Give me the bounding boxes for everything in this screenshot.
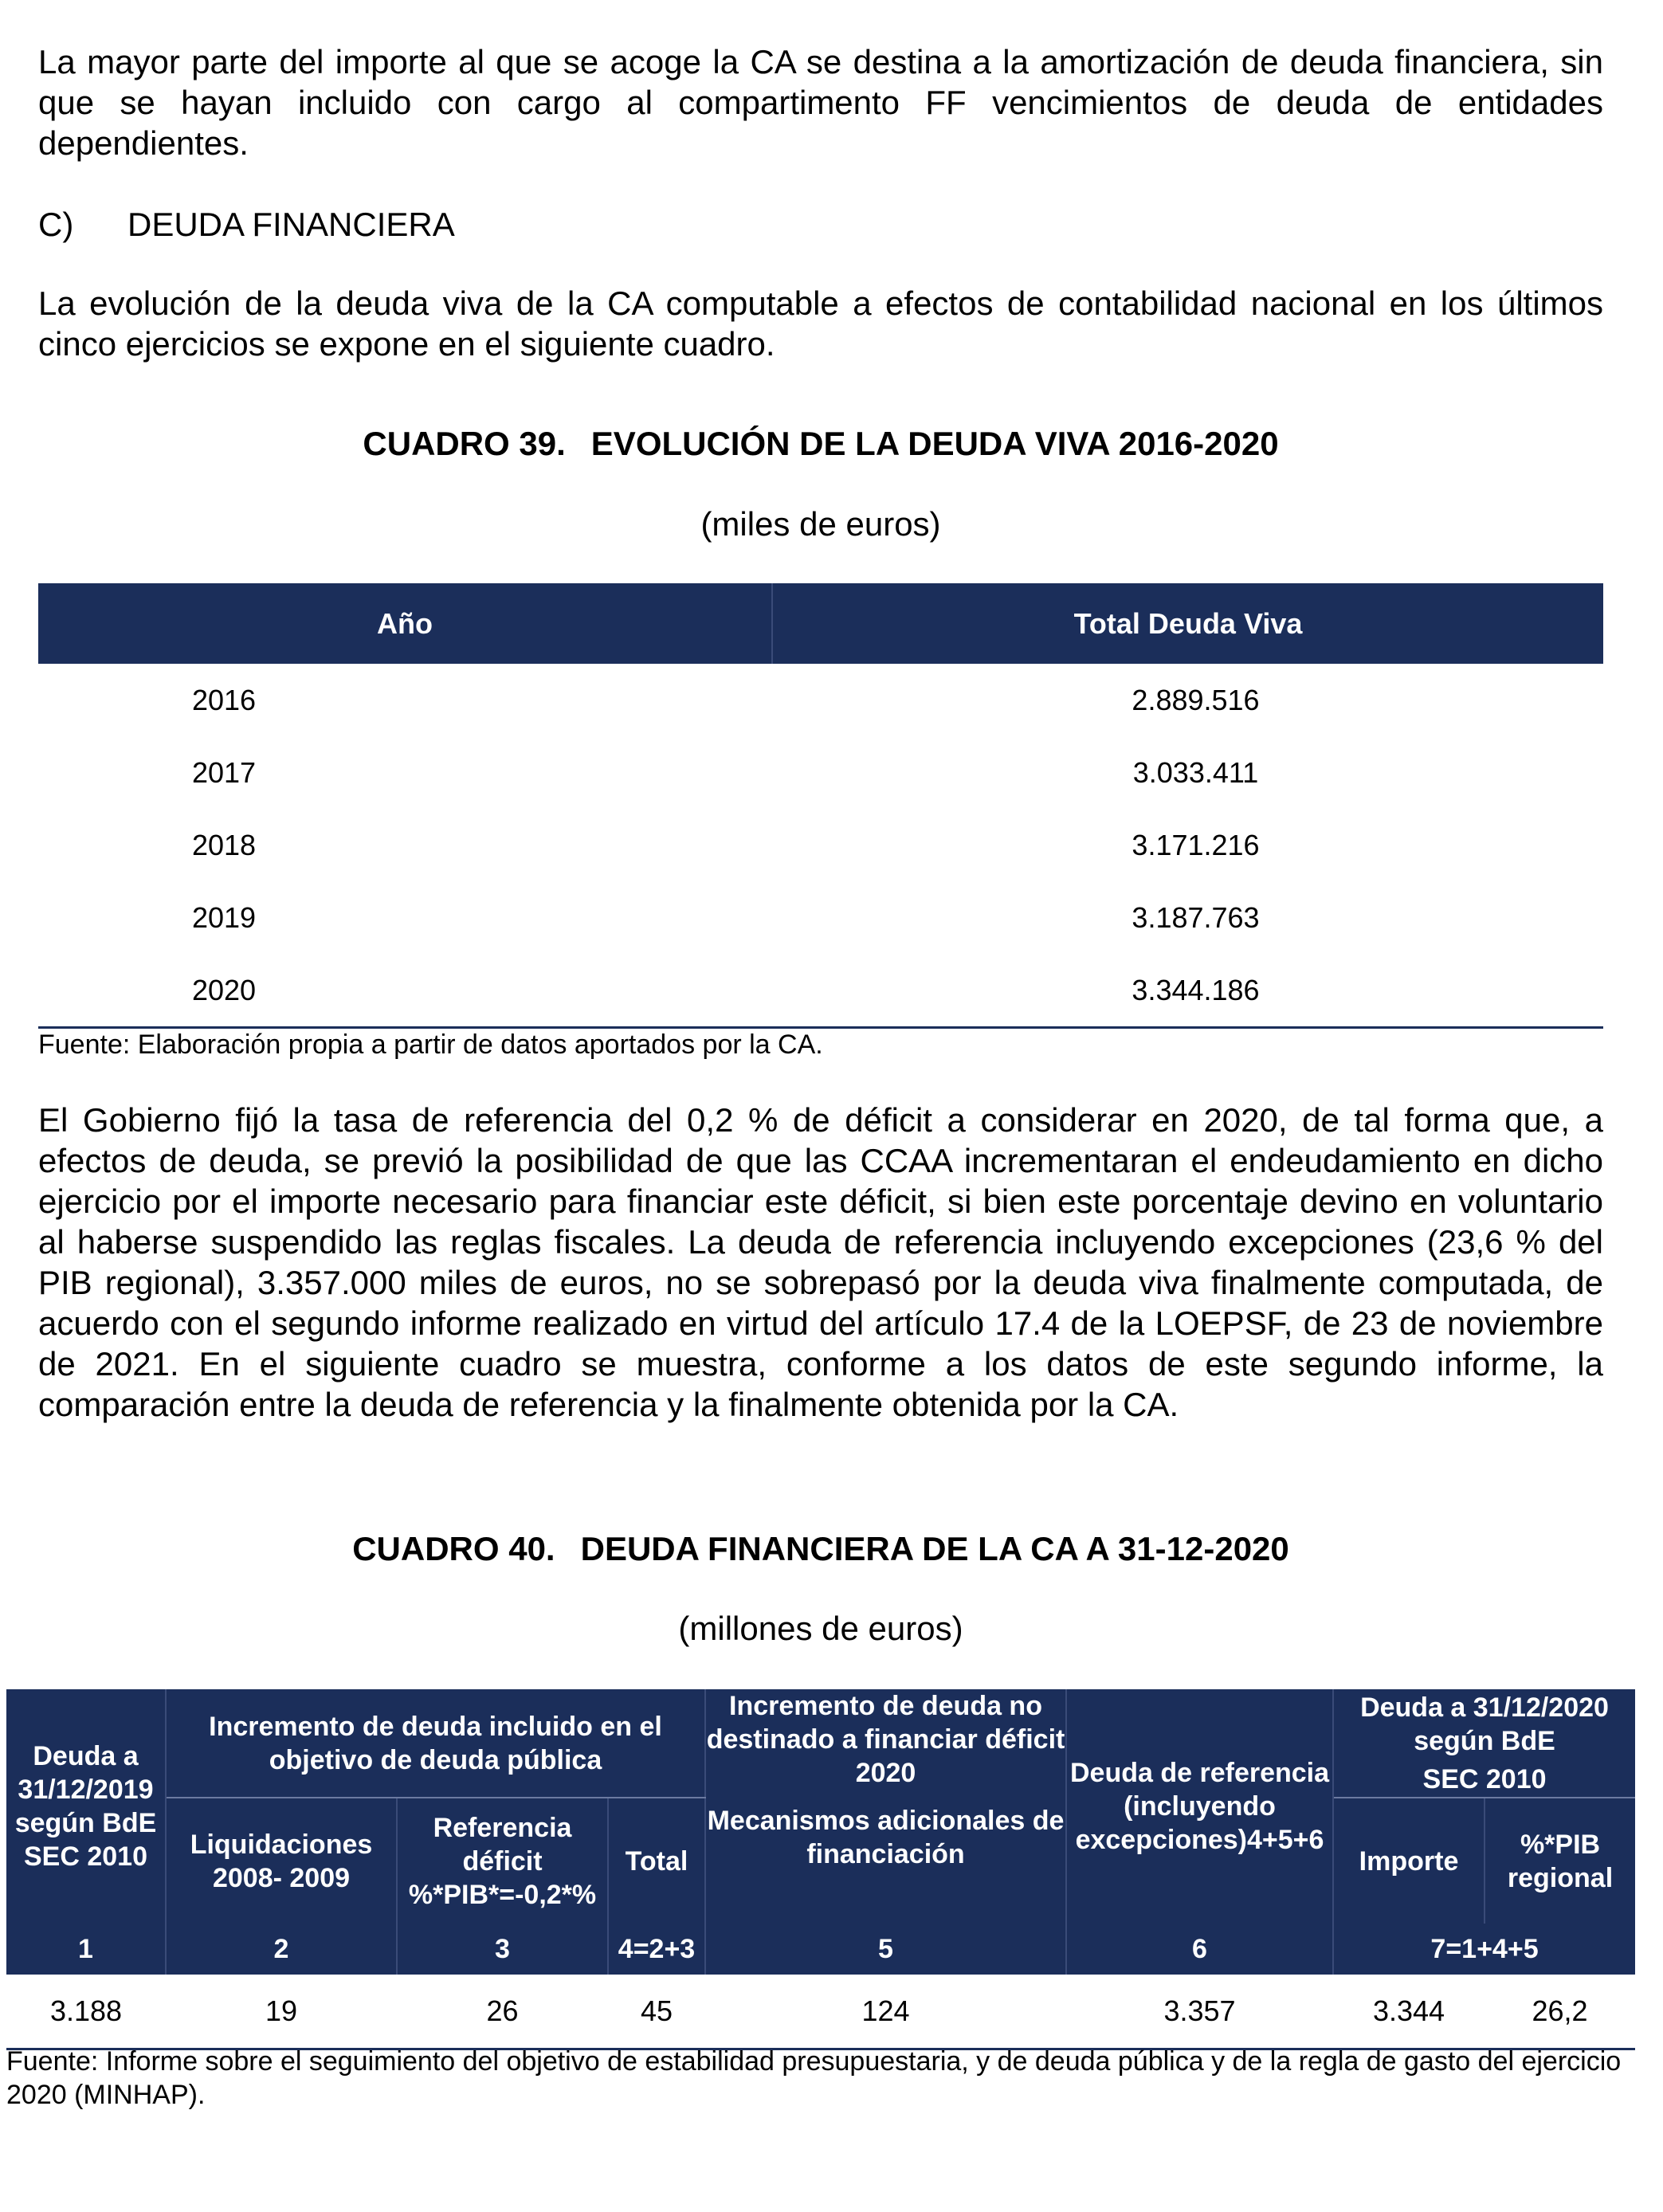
- cuadro40-wrapper: [6, 1689, 1635, 2050]
- header-year: Año: [38, 583, 772, 664]
- header-pib-regional: %*PIB regional: [1485, 1798, 1635, 1924]
- header-importe: Importe: [1333, 1798, 1485, 1924]
- cell-year: 2018: [191, 828, 257, 861]
- cuadro40-table: [6, 1689, 1635, 2050]
- cuadro39-source: Fuente: Elaboración propia a partir de datos aportados por la CA.: [38, 1030, 823, 1060]
- table-row: [6, 1975, 1635, 2049]
- cell-total: 3.344.186: [772, 954, 1603, 1028]
- header-deuda-2020-label: Deuda a 31/12/2020 según BdE: [1360, 1692, 1609, 1756]
- cell-mecanismos: 124: [705, 1975, 1066, 2049]
- cuadro40-name: DEUDA FINANCIERA DE LA CA A 31-12-2020: [580, 1530, 1289, 1567]
- cell-year: 2020: [38, 954, 772, 1028]
- cell-liquidaciones: 19: [166, 1975, 397, 2049]
- cell-deuda-2019: 3.188: [6, 1975, 166, 2049]
- cell-year: 2017: [191, 755, 257, 789]
- index-4: 4=2+3: [608, 1924, 705, 1975]
- table-row: [38, 954, 1603, 1028]
- header-deuda-referencia: Deuda de referencia (incluyendo excepciones)4+5+6: [1066, 1689, 1333, 1924]
- cell-referencia-deficit: 26: [397, 1975, 608, 2049]
- header-deuda-2020: [1333, 1689, 1635, 1798]
- section-number: C): [38, 206, 74, 243]
- header-incremento-no-destinado: Incremento de deuda no destinado a financiar déficit 2020: [705, 1689, 1066, 1798]
- cuadro39-name: EVOLUCIÓN DE LA DEUDA VIVA 2016-2020: [590, 425, 1279, 462]
- cuadro39-title: [38, 425, 1603, 463]
- cuadro40-number: CUADRO 40.: [352, 1530, 555, 1567]
- cell-pib-regional: 26,2: [1485, 1975, 1635, 2049]
- section-title: DEUDA FINANCIERA: [127, 206, 455, 243]
- cuadro39-number: CUADRO 39.: [363, 425, 566, 462]
- cell-year: 2016: [191, 683, 257, 716]
- table-row: [38, 736, 1603, 809]
- header-total: Total: [608, 1798, 705, 1924]
- header-deuda-2019: Deuda a 31/12/2019 según BdE SEC 2010: [6, 1689, 166, 1924]
- index-6: 6: [1066, 1924, 1333, 1975]
- paragraph-gobierno: El Gobierno fijó la tasa de referencia del 0,2 % de déficit a considerar en 2020, de tal forma que, a efectos de deuda, se previó la posibilidad de que las CCAA incrementaran el endeudamiento en dicho ejercicio por el importe necesario para financiar este déficit, si bien este porcentaje devino en voluntario al haberse suspendido las reglas fiscales. La deuda de referencia incluyendo excepciones (23,6 % del PIB regional), 3.357.000 miles de euros, no se sobrepasó por la deuda viva finalmente computada, de acuerdo con el segundo informe realizado en virtud del artículo 17.4 de la LOEPSF, de 23 de noviembre de 2021. En el siguiente cuadro se muestra, conforme a los datos de este segundo informe, la comparación entre la deuda de referencia y la finalmente obtenida por la CA.: [38, 1101, 1603, 1423]
- cuadro39-table: [38, 583, 1603, 1029]
- paragraph-evolucion: La evolución de la deuda viva de la CA computable a efectos de contabilidad nacional en los últimos cinco ejercicios se expone en el siguiente cuadro.: [38, 284, 1603, 363]
- cuadro40-source: Fuente: Informe sobre el seguimiento del objetivo de estabilidad presupuestaria, y de deuda pública y de la regla de gasto del ejercicio 2020 (MINHAP).: [6, 2046, 1622, 2110]
- index-5: 5: [705, 1924, 1066, 1975]
- header-mecanismos: Mecanismos adicionales de financiación: [705, 1798, 1066, 1924]
- table-row: [38, 664, 1603, 736]
- cuadro39-units: (miles de euros): [700, 505, 941, 543]
- index-7: 7=1+4+5: [1333, 1924, 1635, 1975]
- cuadro40-units: (millones de euros): [678, 1610, 963, 1647]
- cell-year: 2019: [191, 900, 257, 934]
- index-1: 1: [6, 1924, 166, 1975]
- index-2: 2: [166, 1924, 397, 1975]
- cell-total: 45: [608, 1975, 705, 2049]
- section-heading: [38, 206, 455, 244]
- cell-deuda-referencia: 3.357: [1066, 1975, 1333, 2049]
- cell-total: 2.889.516: [1132, 683, 1260, 716]
- cell-total: 3.171.216: [1132, 828, 1260, 861]
- index-3: 3: [397, 1924, 608, 1975]
- header-liquidaciones: Liquidaciones 2008- 2009: [166, 1798, 397, 1924]
- header-total-deuda-viva: Total Deuda Viva: [772, 583, 1603, 664]
- header-referencia-deficit: Referencia déficit %*PIB*=-0,2*%: [397, 1798, 608, 1924]
- header-sec-2010: SEC 2010: [1422, 1763, 1547, 1794]
- table-row: [38, 881, 1603, 954]
- paragraph-amortizacion: La mayor parte del importe al que se acoge la CA se destina a la amortización de deuda financiera, sin que se hayan incluido con cargo al compartimento FF vencimientos de deuda de entidades dependientes.: [38, 43, 1603, 162]
- cell-total: 3.187.763: [1132, 900, 1260, 934]
- header-incremento-incluido: Incremento de deuda incluido en el objetivo de deuda pública: [166, 1689, 705, 1798]
- cell-total: 3.033.411: [1132, 755, 1259, 789]
- table-row: [38, 809, 1603, 881]
- cuadro40-title: [38, 1530, 1603, 1568]
- cell-importe: 3.344: [1333, 1975, 1485, 2049]
